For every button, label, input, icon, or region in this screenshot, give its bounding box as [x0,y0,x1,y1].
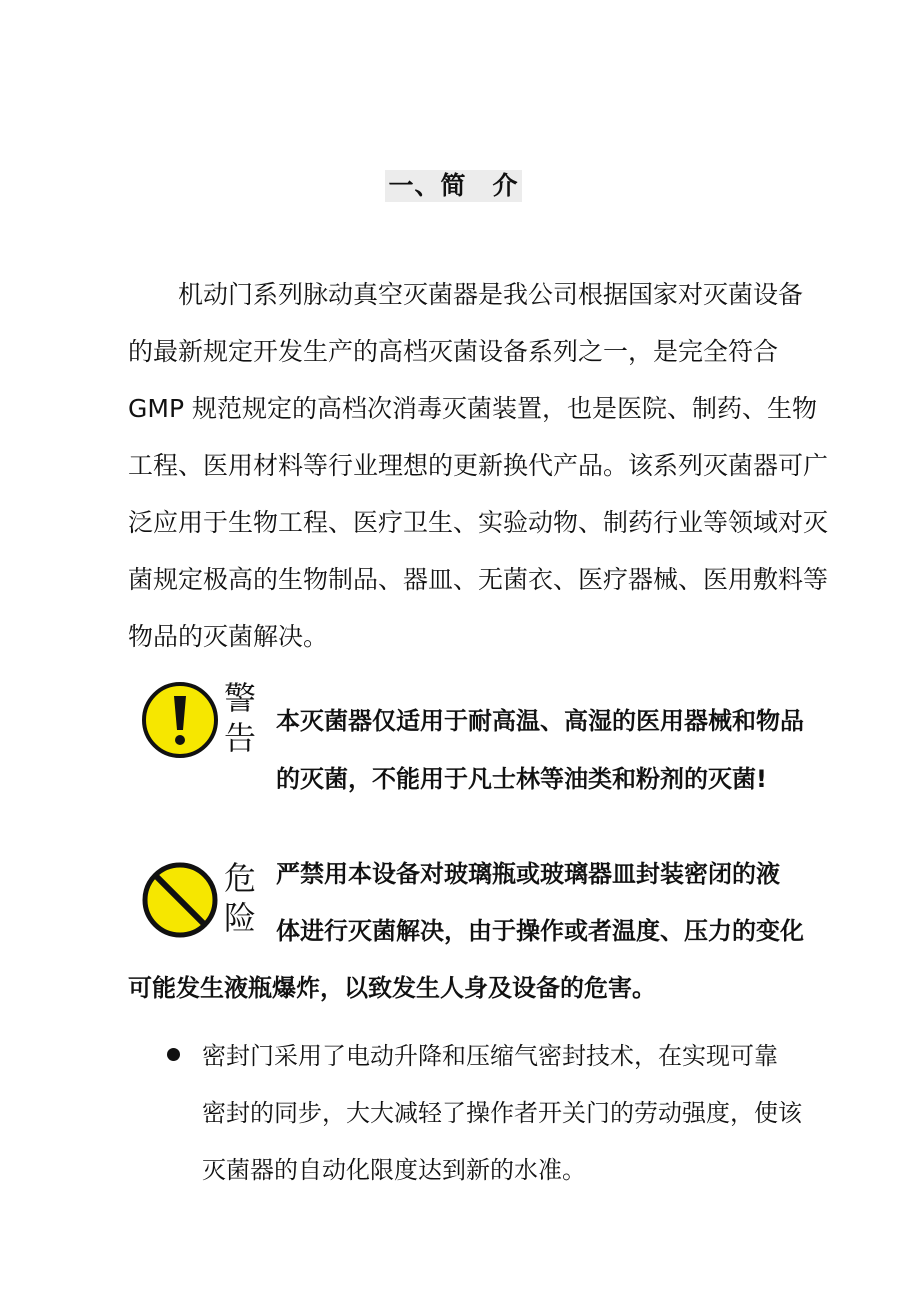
danger-text: 严禁用本设备对玻璃瓶或玻璃器皿封装密闭的液 体进行灭菌解决，由于操作或者温度、压力的变化 可能发生液瓶爆炸，以致发生人身及设备的危害。 [128,860,804,1002]
intro-line: 机动门系列脉动真空灭菌器是我公司根据国家对灭菌设备 [178,280,804,309]
danger-label: 危 险 [224,859,257,937]
warning-text: 本灭菌器仅适用于耐高温、高湿的医用器械和物品 的灭菌，不能用于凡士林等油类和粉剂的灭菌! [276,707,804,793]
intro-line: GMP 规范规定的高档次消毒灭菌装置，也是医院、制药、生物 [128,394,817,423]
intro-paragraph [128,266,829,665]
intro-line: 菌规定极高的生物制品、器皿、无菌衣、医疗器械、医用敷料等 [128,565,829,594]
warning-label: 警 告 [224,679,257,757]
warning-notice [140,678,830,808]
feature-text: 密封门采用了电动升降和压缩气密封技术，在实现可靠 密封的同步，大大减轻了操作者开关门的劳动强度，使该 灭菌器的自动化限度达到新的水准。 [202,1042,802,1184]
danger-notice [128,846,828,1006]
intro-line: 泛应用于生物工程、医疗卫生、实验动物、制药行业等领域对灭 [128,508,829,537]
intro-line: 的最新规定开发生产的高档灭菌设备系列之一，是完全符合 [128,337,779,366]
feature-list-item [160,1028,830,1199]
intro-line: 工程、医用材料等行业理想的更新换代产品。该系列灭菌器可广 [128,451,829,480]
exclamation-warning-icon [140,680,220,760]
section-title: 一、简 介 [385,170,522,202]
intro-line: 物品的灭菌解决。 [128,622,329,651]
bullet-icon [167,1048,180,1061]
